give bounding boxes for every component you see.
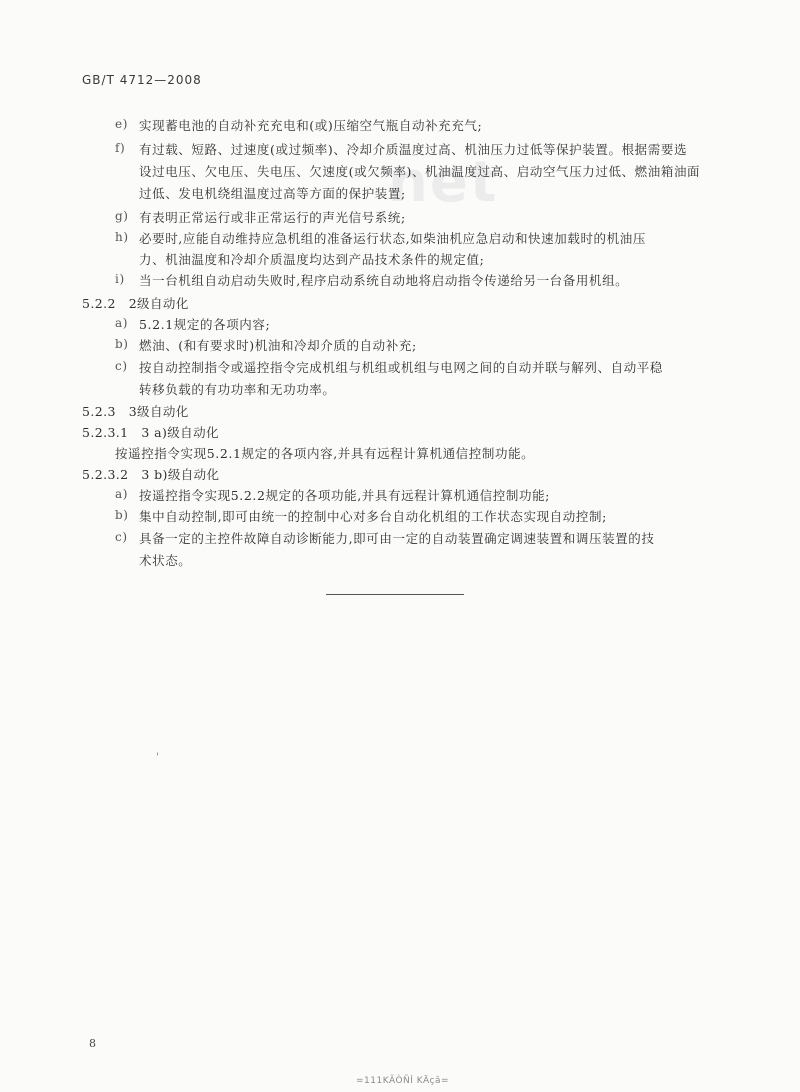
item-label-e: e): [115, 117, 128, 131]
item-label-g: g): [115, 209, 129, 223]
section-5-2-3-heading: 5.2.3 3级自动化: [82, 404, 189, 419]
item-label-522-c: c): [115, 359, 128, 373]
page-number: 8: [89, 1037, 96, 1050]
watermark: net: [388, 150, 499, 215]
item-text-f-1: 有过载、短路、过速度(或过频率)、冷却介质温度过高、机油压力过低等保护装置。根据需要选: [139, 142, 688, 157]
item-text-5232-b: 集中自动控制,即可由统一的控制中心对多台自动化机组的工作状态实现自动控制;: [139, 509, 607, 524]
item-text-5232-a: 按遥控指令实现5.2.2规定的各项功能,并具有远程计算机通信控制功能;: [139, 488, 550, 503]
item-text-i: 当一台机组自动启动失败时,程序启动系统自动地将启动指令传递给另一台备用机组。: [139, 273, 629, 288]
item-text-522-c-1: 按自动控制指令或遥控指令完成机组与机组或机组与电网之间的自动并联与解列、自动平稳: [139, 360, 664, 375]
tick-mark: ': [156, 752, 159, 763]
section-5-2-3-1-heading: 5.2.3.1 3 a)级自动化: [82, 425, 219, 440]
item-label-h: h): [115, 230, 129, 244]
item-text-5232-c-2: 术状态。: [139, 553, 192, 568]
footer-text: =111KÃÒÑİ KÄçâ=: [356, 1076, 450, 1086]
item-text-f-2: 设过电压、欠电压、失电压、欠速度(或欠频率)、机油温度过高、启动空气压力过低、燃油箱油面: [139, 164, 701, 179]
item-label-522-a: a): [115, 316, 129, 330]
item-label-i: i): [115, 272, 125, 286]
item-text-f-3: 过低、发电机绕组温度过高等方面的保护装置;: [139, 186, 406, 201]
item-label-5232-a: a): [115, 487, 129, 501]
item-text-e: 实现蓄电池的自动补充充电和(或)压缩空气瓶自动补充充气;: [139, 118, 483, 133]
item-text-522-c-2: 转移负载的有功功率和无功功率。: [139, 382, 336, 397]
item-label-5232-c: c): [115, 530, 128, 544]
item-label-f: f): [115, 141, 126, 155]
item-text-h-2: 力、机油温度和冷却介质温度均达到产品技术条件的规定值;: [139, 252, 485, 267]
item-text-522-a: 5.2.1规定的各项内容;: [139, 317, 271, 332]
section-5-2-3-1-paragraph: 按遥控指令实现5.2.1规定的各项内容,并具有远程计算机通信控制功能。: [115, 446, 535, 461]
section-5-2-3-2-heading: 5.2.3.2 3 b)级自动化: [82, 467, 220, 482]
end-rule: [326, 594, 464, 595]
section-5-2-2-heading: 5.2.2 2级自动化: [82, 296, 189, 311]
item-text-h-1: 必要时,应能自动维持应急机组的准备运行状态,如柴油机应急启动和快速加载时的机油压: [139, 231, 646, 246]
item-label-522-b: b): [115, 337, 129, 351]
item-text-g: 有表明正常运行或非正常运行的声光信号系统;: [139, 210, 406, 225]
item-text-522-b: 燃油、(和有要求时)机油和冷却介质的自动补充;: [139, 338, 417, 353]
item-label-5232-b: b): [115, 508, 129, 522]
item-text-5232-c-1: 具备一定的主控件故障自动诊断能力,即可由一定的自动装置确定调速装置和调压装置的技: [139, 531, 655, 546]
standard-header: GB/T 4712—2008: [82, 73, 202, 87]
